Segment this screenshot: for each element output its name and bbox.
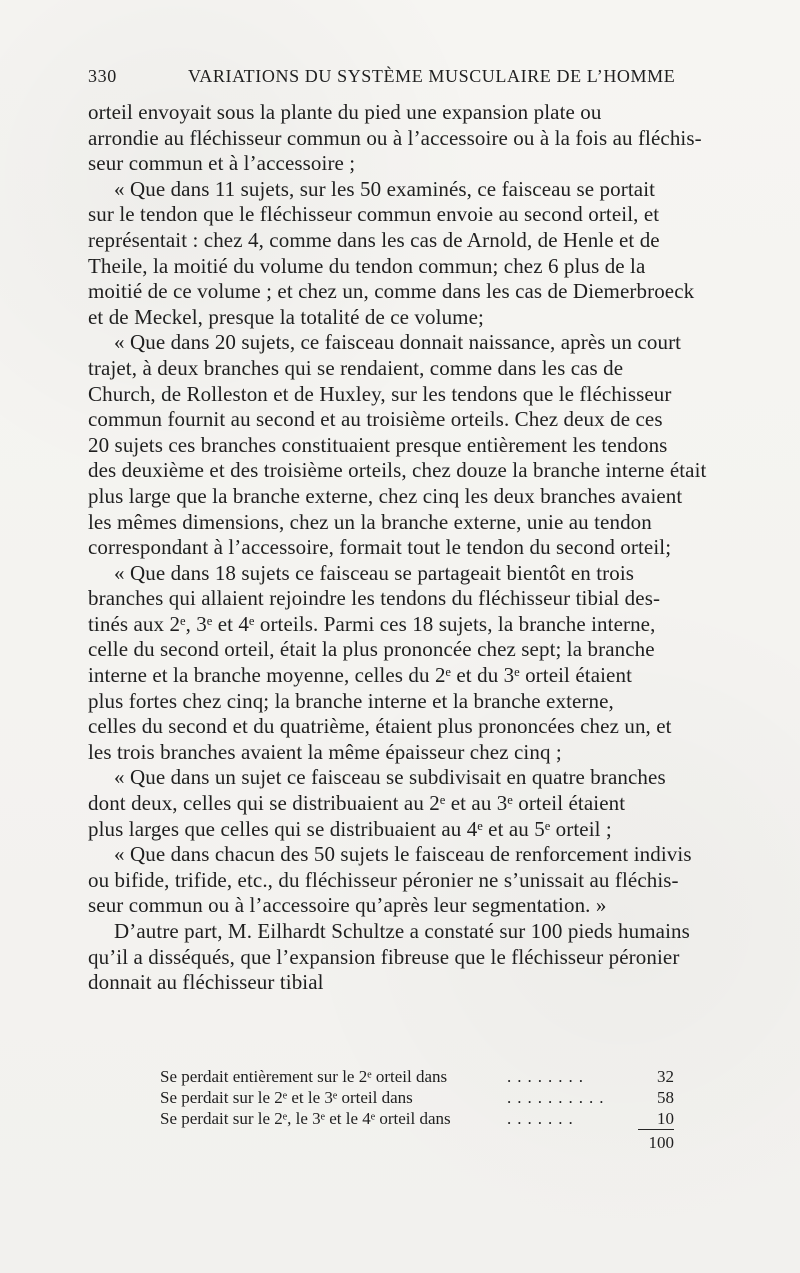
stats-row (160, 1066, 674, 1087)
paragraph-schultze (88, 919, 734, 996)
stats-value: 58 (657, 1088, 674, 1107)
text-line: dont deux, celles qui se distribuaient au 2ᵉ et au 3ᵉ orteil étaient (88, 791, 626, 816)
stats-label: Se perdait entièrement sur le 2ᵉ orteil dans (160, 1067, 448, 1086)
stats-leader-dots: .......... (507, 1088, 610, 1107)
text-line: tinés aux 2ᵉ, 3ᵉ et 4ᵉ orteils. Parmi ces 18 sujets, la branche interne, (88, 611, 656, 636)
stats-row (160, 1108, 674, 1129)
text-line: moitié de ce volume ; et chez un, comme dans les cas de Diemerbroeck (88, 279, 695, 304)
text-line: correspondant à l’accessoire, formait tout le tendon du second orteil; (88, 535, 672, 560)
text-line: « Que dans chacun des 50 sujets le faisceau de renforcement indivis (114, 842, 692, 867)
text-line: et de Meckel, presque la totalité de ce volume; (88, 304, 484, 329)
text-line: « Que dans 18 sujets ce faisceau se partageait bientôt en trois (114, 560, 635, 585)
text-line: donnait au fléchisseur tibial (88, 970, 324, 995)
paragraph-continuation (88, 100, 734, 177)
text-line: représentait : chez 4, comme dans les cas de Arnold, de Henle et de (88, 227, 660, 252)
text-line: les trois branches avaient la même épaisseur chez cinq ; (88, 739, 562, 764)
text-line: plus larges que celles qui se distribuaient au 4ᵉ et au 5ᵉ orteil ; (88, 816, 612, 841)
paragraph-eighteen-subjects (88, 561, 734, 766)
running-head: VARIATIONS DU SYSTÈME MUSCULAIRE DE L’HOMME (188, 66, 676, 86)
stats-value: 10 (657, 1109, 674, 1128)
text-line: ou bifide, trifide, etc., du fléchisseur péronier ne s’unissait au fléchis- (88, 867, 679, 892)
text-line: D’autre part, M. Eilhardt Schultze a constaté sur 100 pieds humains (114, 919, 690, 943)
text-line: seur commun ou à l’accessoire qu’après leur segmentation. » (88, 893, 607, 918)
stats-label: Se perdait sur le 2ᵉ, le 3ᵉ et le 4ᵉ orteil dans (160, 1109, 451, 1128)
statistics-list (160, 1066, 674, 1152)
text-line: « Que dans un sujet ce faisceau se subdivisait en quatre branches (114, 765, 666, 790)
text-line: 20 sujets ces branches constituaient presque entièrement les tendons (88, 432, 668, 457)
stats-leader-dots: ....... (507, 1109, 579, 1128)
paragraph-fifty-subjects (88, 842, 734, 919)
text-line: commun fournit au second et au troisième orteils. Chez deux de ces (88, 407, 663, 432)
stats-leader-dots: ........ (507, 1067, 589, 1086)
paragraph-one-subject (88, 765, 734, 842)
text-line: seur commun et à l’accessoire ; (88, 151, 356, 176)
stats-value: 32 (657, 1067, 674, 1086)
main-text (88, 100, 734, 996)
text-line: arrondie au fléchisseur commun ou à l’accessoire ou à la fois au fléchis- (88, 125, 702, 150)
text-line: « Que dans 20 sujets, ce faisceau donnait naissance, après un court (114, 330, 682, 355)
text-line: Theile, la moitié du volume du tendon commun; chez 6 plus de la (88, 253, 646, 278)
text-line: celle du second orteil, était la plus prononcée chez sept; la branche (88, 637, 655, 662)
paragraph-eleven-subjects (88, 177, 734, 331)
text-line: celles du second et du quatrième, étaient plus prononcées chez un, et (88, 714, 672, 739)
text-line: orteil envoyait sous la plante du pied une expansion plate ou (88, 100, 602, 124)
sum-rule (638, 1129, 674, 1130)
paragraph-twenty-subjects (88, 330, 734, 560)
text-line: « Que dans 11 sujets, sur les 50 examinés, ce faisceau se portait (114, 176, 656, 201)
text-line: Church, de Rolleston et de Huxley, sur les tendons que le fléchisseur (88, 381, 672, 406)
text-line: des deuxième et des troisième orteils, chez douze la branche interne était (88, 458, 707, 483)
text-line: les mêmes dimensions, chez un la branche externe, unie au tendon (88, 509, 652, 534)
text-line: interne et la branche moyenne, celles du 2ᵉ et du 3ᵉ orteil étaient (88, 663, 633, 688)
stats-row (160, 1087, 674, 1108)
text-line: branches qui allaient rejoindre les tendons du fléchisseur tibial des- (88, 586, 661, 611)
stats-label: Se perdait sur le 2ᵉ et le 3ᵉ orteil dans (160, 1088, 413, 1107)
text-line: trajet, à deux branches qui se rendaient, comme dans les cas de (88, 355, 624, 380)
stats-total: 100 (648, 1133, 674, 1152)
text-line: plus large que la branche externe, chez cinq les deux branches avaient (88, 483, 683, 508)
page-number: 330 (88, 66, 117, 86)
page-header (88, 66, 736, 90)
text-line: sur le tendon que le fléchisseur commun envoie au second orteil, et (88, 202, 660, 227)
text-line: plus fortes chez cinq; la branche interne et la branche externe, (88, 688, 614, 713)
text-line: qu’il a disséqués, que l’expansion fibreuse que le fléchisseur péronier (88, 944, 680, 969)
